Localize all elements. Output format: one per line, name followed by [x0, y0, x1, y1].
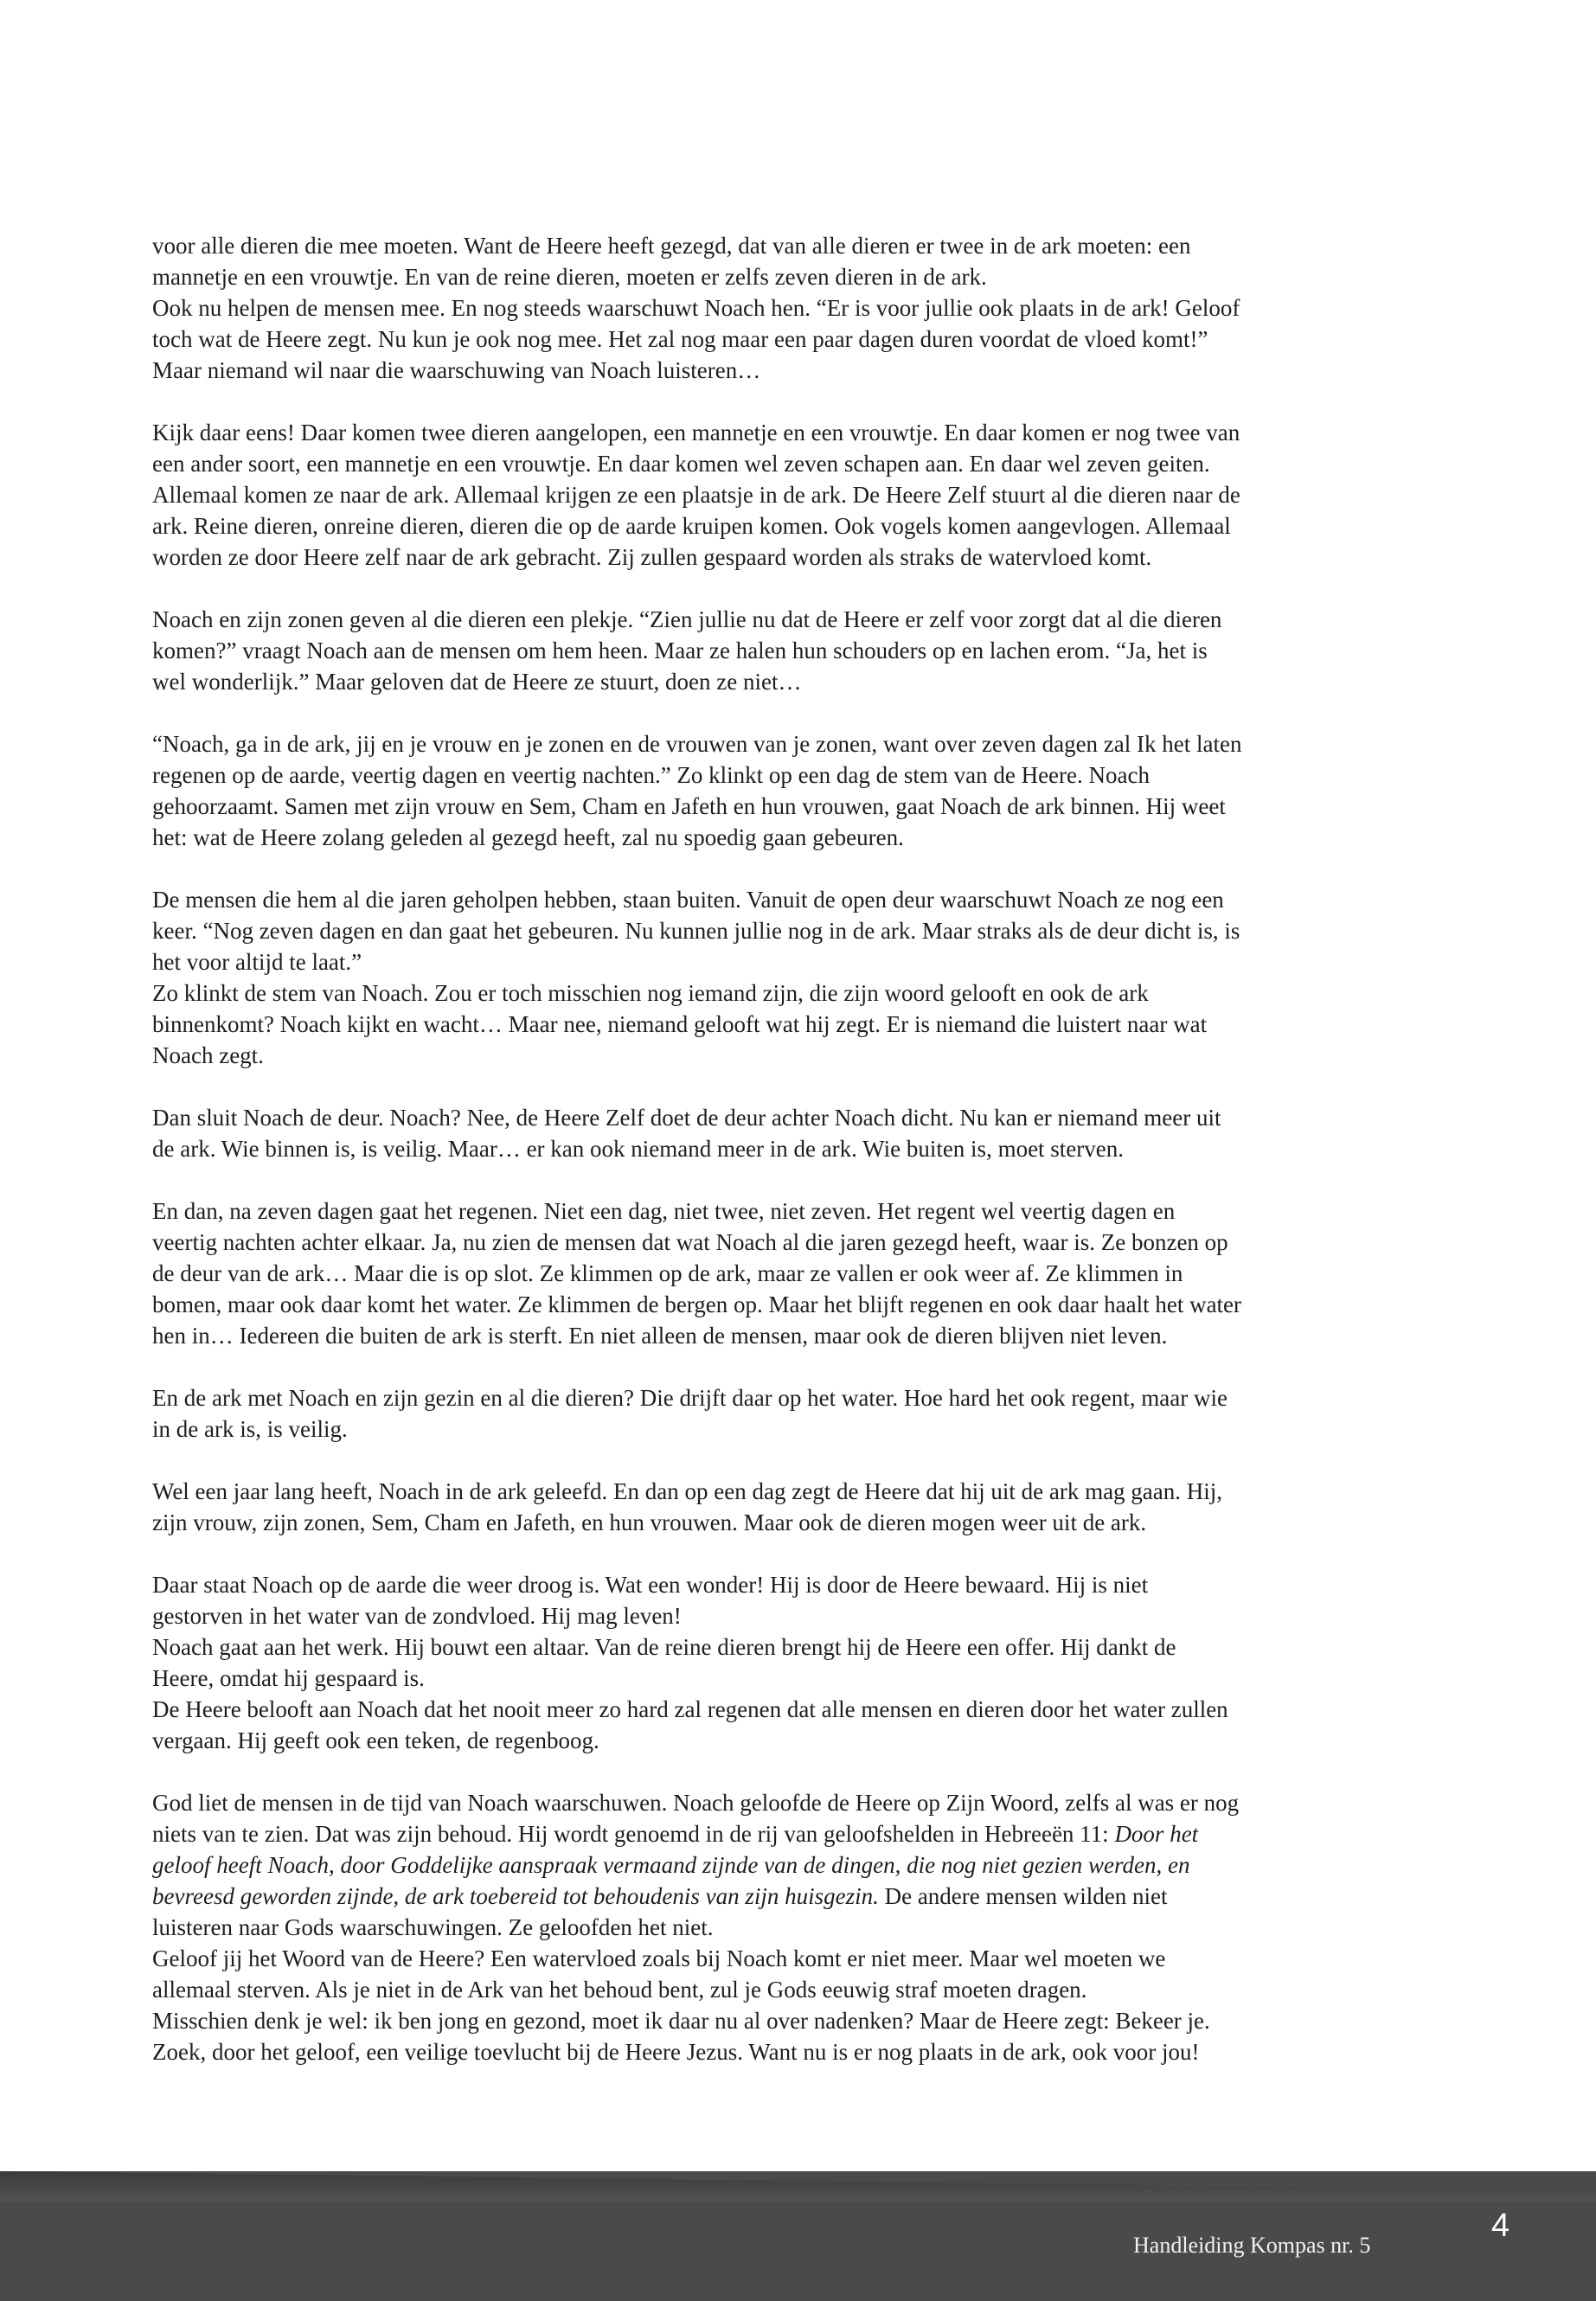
text-line: En dan, na zeven dagen gaat het regenen. Niet een dag, niet twee, niet zeven. Het regent wel veertig dagen en: [152, 1198, 1176, 1224]
text-segment: Geloof jij het Woord van de Heere? Een watervloed zoals bij Noach komt er niet meer. Maar wel moeten we: [152, 1945, 1166, 1971]
paragraph: [152, 1382, 1450, 1445]
paragraph: [152, 1195, 1450, 1351]
text-line: het: wat de Heere zolang geleden al gezegd heeft, zal nu spoedig gaan gebeuren.: [152, 824, 904, 850]
text-line: mannetje en een vrouwtje. En van de reine dieren, moeten er zelfs zeven dieren in de ark.: [152, 264, 987, 290]
text-line: [152, 1818, 1450, 1849]
text-line: keer. “Nog zeven dagen en dan gaat het gebeuren. Nu kunnen jullie nog in de ark. Maar straks als de deur dicht is, is: [152, 918, 1240, 944]
text-line: de ark. Wie binnen is, is veilig. Maar… er kan ook niemand meer in de ark. Wie buiten is, moet sterven.: [152, 1136, 1125, 1162]
document-body: [152, 230, 1450, 2099]
text-line: De Heere belooft aan Noach dat het nooit meer zo hard zal regenen dat alle mensen en dieren door het water zullen: [152, 1696, 1228, 1722]
text-line: ark. Reine dieren, onreine dieren, dieren die op de aarde kruipen komen. Ook vogels komen aangevlogen. Allemaal: [152, 513, 1231, 539]
page-footer: [0, 2171, 1596, 2301]
text-line: regenen op de aarde, veertig dagen en veertig nachten.” Zo klinkt op een dag de stem van de Heere. Noach: [152, 762, 1150, 788]
text-line: worden ze door Heere zelf naar de ark gebracht. Zij zullen gespaard worden als straks de watervloed komt.: [152, 544, 1152, 570]
text-line: een ander soort, een mannetje en een vrouwtje. En daar komen wel zeven schapen aan. En daar wel zeven geiten.: [152, 451, 1210, 477]
text-line: [152, 1881, 1450, 1912]
text-line: [152, 2005, 1450, 2036]
text-line: bomen, maar ook daar komt het water. Ze klimmen de bergen op. Maar het blijft regenen en ook daar haalt het water: [152, 1292, 1242, 1317]
paragraph: [152, 230, 1450, 386]
text-line: Noach gaat aan het werk. Hij bouwt een altaar. Van de reine dieren brengt hij de Heere een offer. Hij dankt de: [152, 1634, 1176, 1660]
text-segment: De andere mensen wilden niet: [878, 1883, 1168, 1909]
text-line: gestorven in het water van de zondvloed. Hij mag leven!: [152, 1603, 682, 1629]
text-line: Noach zegt.: [152, 1042, 264, 1068]
text-line: [152, 1943, 1450, 1974]
text-segment: allemaal sterven. Als je niet in de Ark van het behoud bent, zul je Gods eeuwig straf moeten dragen.: [152, 1977, 1087, 2003]
bible-quote-text: Door het: [1114, 1821, 1199, 1847]
text-line: [152, 1849, 1450, 1881]
text-line: wel wonderlijk.” Maar geloven dat de Heere ze stuurt, doen ze niet…: [152, 669, 802, 695]
text-line: Kijk daar eens! Daar komen twee dieren aangelopen, een mannetje en een vrouwtje. En daar komen er nog twee van: [152, 420, 1240, 445]
text-segment: God liet de mensen in de tijd van Noach waarschuwen. Noach geloofde de Heere op Zijn Woord, zelfs al was er nog: [152, 1790, 1240, 1816]
text-line: toch wat de Heere zegt. Nu kun je ook nog mee. Het zal nog maar een paar dagen duren voordat de vloed komt!”: [152, 326, 1208, 352]
page-number: 4: [1491, 2208, 1510, 2244]
paragraph: [152, 417, 1450, 573]
text-line: het voor altijd te laat.”: [152, 949, 362, 975]
text-line: En de ark met Noach en zijn gezin en al die dieren? Die drijft daar op het water. Hoe hard het ook regent, maar wie: [152, 1385, 1227, 1411]
text-segment: Zoek, door het geloof, een veilige toevlucht bij de Heere Jezus. Want nu is er nog plaats in de ark, ook voor jou!: [152, 2039, 1200, 2065]
text-line: Wel een jaar lang heeft, Noach in de ark geleefd. En dan op een dag zegt de Heere dat hij uit de ark mag gaan. Hij,: [152, 1478, 1223, 1504]
text-line: Maar niemand wil naar die waarschuwing van Noach luisteren…: [152, 357, 761, 383]
text-line: veertig nachten achter elkaar. Ja, nu zien de mensen dat wat Noach al die jaren gezegd heeft, waar is. Ze bonzen op: [152, 1229, 1228, 1255]
text-line: Heere, omdat hij gespaard is.: [152, 1665, 425, 1691]
text-line: “Noach, ga in de ark, jij en je vrouw en je zonen en de vrouwen van je zonen, want over zeven dagen zal Ik het laten: [152, 731, 1242, 757]
text-segment: niets van te zien. Dat was zijn behoud. Hij wordt genoemd in de rij van geloofshelden in Hebreeën 11:: [152, 1821, 1115, 1847]
text-line: vergaan. Hij geeft ook een teken, de regenboog.: [152, 1727, 599, 1753]
paragraph: [152, 1569, 1450, 1756]
footer-decoration: [0, 2171, 1596, 2202]
text-line: Daar staat Noach op de aarde die weer droog is. Wat een wonder! Hij is door de Heere bewaard. Hij is niet: [152, 1572, 1149, 1598]
text-line: [152, 1912, 1450, 1943]
paragraph: [152, 604, 1450, 697]
text-line: [152, 1974, 1450, 2005]
text-line: De mensen die hem al die jaren geholpen hebben, staan buiten. Vanuit de open deur waarschuwt Noach ze nog een: [152, 887, 1224, 913]
bible-quote-text: bevreesd geworden zijnde, de ark toebereid tot behoudenis van zijn huisgezin.: [152, 1883, 879, 1909]
text-line: binnenkomt? Noach kijkt en wacht… Maar nee, niemand gelooft wat hij zegt. Er is niemand die luistert naar wat: [152, 1011, 1208, 1037]
text-line: de deur van de ark… Maar die is op slot. Ze klimmen op de ark, maar ze vallen er ook weer af. Ze klimmen in: [152, 1260, 1183, 1286]
paragraph: [152, 1476, 1450, 1538]
text-line: Dan sluit Noach de deur. Noach? Nee, de Heere Zelf doet de deur achter Noach dicht. Nu kan er niemand meer uit: [152, 1105, 1221, 1131]
text-line: voor alle dieren die mee moeten. Want de Heere heeft gezegd, dat van alle dieren er twee in de ark moeten: een: [152, 233, 1191, 259]
text-line: gehoorzaamt. Samen met zijn vrouw en Sem, Cham en Jafeth en hun vrouwen, gaat Noach de ark binnen. Hij weet: [152, 793, 1226, 819]
text-line: in de ark is, is veilig.: [152, 1416, 348, 1442]
text-line: [152, 2036, 1450, 2067]
bible-quote-text: geloof heeft Noach, door Goddelijke aanspraak vermaand zijnde van de dingen, die nog niet gezien werden, en: [152, 1852, 1190, 1878]
text-segment: Misschien denk je wel: ik ben jong en gezond, moet ik daar nu al over nadenken? Maar de Heere zegt: Bekeer je.: [152, 2008, 1210, 2034]
paragraph: [152, 1102, 1450, 1164]
text-line: Ook nu helpen de mensen mee. En nog steeds waarschuwt Noach hen. “Er is voor jullie ook plaats in de ark! Geloof: [152, 295, 1240, 321]
closing-paragraph: [152, 1787, 1450, 2067]
paragraph: [152, 884, 1450, 1071]
text-line: [152, 1787, 1450, 1818]
text-line: Zo klinkt de stem van Noach. Zou er toch misschien nog iemand zijn, die zijn woord gelooft en ook de ark: [152, 980, 1149, 1006]
text-line: Noach en zijn zonen geven al die dieren een plekje. “Zien jullie nu dat de Heere er zelf voor zorgt dat al die dieren: [152, 606, 1222, 632]
text-segment: luisteren naar Gods waarschuwingen. Ze geloofden het niet.: [152, 1914, 714, 1940]
paragraph: [152, 728, 1450, 853]
footer-title: Handleiding Kompas nr. 5: [1133, 2233, 1371, 2258]
text-line: zijn vrouw, zijn zonen, Sem, Cham en Jafeth, en hun vrouwen. Maar ook de dieren mogen weer uit de ark.: [152, 1509, 1147, 1535]
text-line: Allemaal komen ze naar de ark. Allemaal krijgen ze een plaatsje in de ark. De Heere Zelf stuurt al die dieren naar de: [152, 482, 1240, 508]
text-line: komen?” vraagt Noach aan de mensen om hem heen. Maar ze halen hun schouders op en lachen erom. “Ja, het is: [152, 638, 1208, 663]
text-line: hen in… Iedereen die buiten de ark is sterft. En niet alleen de mensen, maar ook de dieren blijven niet leven.: [152, 1323, 1168, 1349]
